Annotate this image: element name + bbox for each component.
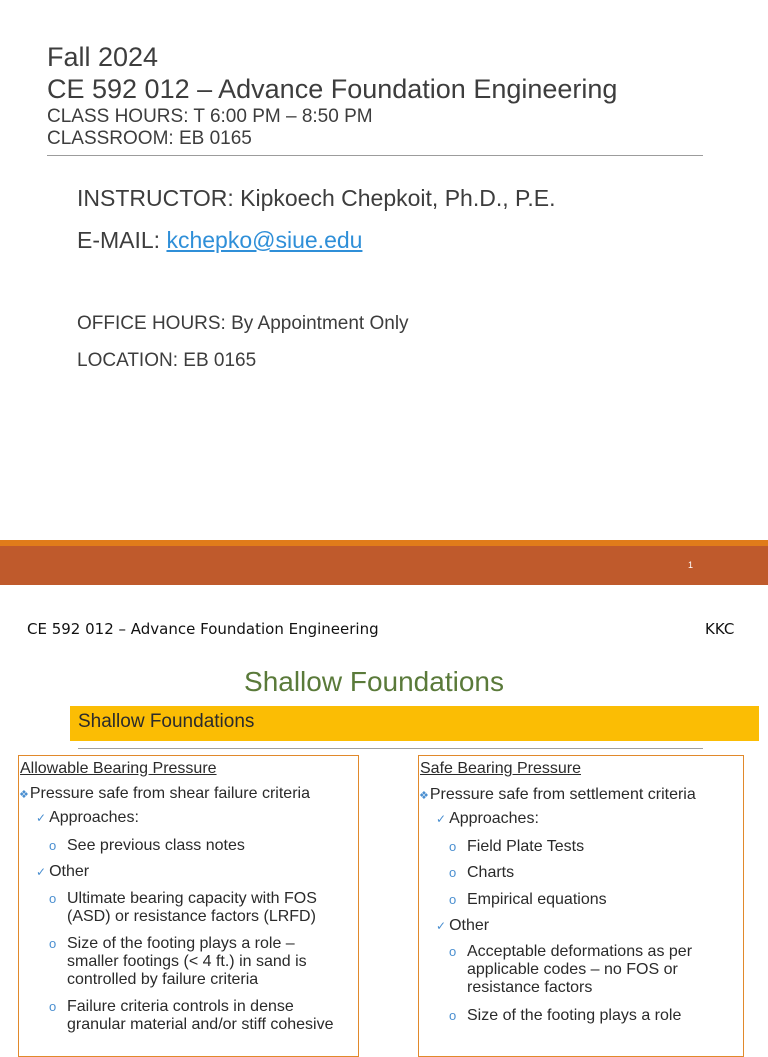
slide-title: Shallow Foundations [244,666,504,697]
list-item: o Ultimate bearing capacity with FOS (ASD) or resistance factors (LRFD) [49,890,317,925]
allowable-bearing-box [18,755,359,1057]
email-link[interactable]: kchepko@siue.edu [166,227,363,253]
circle-bullet-icon: o [449,1008,457,1023]
list-item: ✓ Other [36,863,90,880]
checkmark-icon: ✓ [36,865,47,879]
list-item: o Empirical equations [449,891,607,908]
term-heading: Fall 2024 [47,42,159,72]
list-item: ✓ Approaches: [436,810,539,827]
list-item: o Size of the footing plays a role – smaller footings (< 4 ft.) in sand is controlled by failure criteria [49,935,307,988]
safe-heading: Safe Bearing Pressure [420,760,581,777]
section-divider [78,748,703,749]
email-label: E-MAIL: [77,227,167,253]
list-item: o Acceptable deformations as per applicable codes – no FOS or resistance factors [449,943,693,996]
list-item: ❖Pressure safe from settlement criteria [419,786,696,803]
footer-bar [0,546,768,585]
page-header-course: CE 592 012 – Advance Foundation Engineering [27,620,379,638]
list-item: ❖Pressure safe from shear failure criteria [19,785,310,802]
header-divider [47,155,703,156]
email-line [77,226,362,254]
course-title: CE 592 012 – Advance Foundation Engineering [47,74,618,104]
list-item: o Charts [449,864,515,881]
circle-bullet-icon: o [49,936,57,951]
classroom: CLASSROOM: EB 0165 [47,128,252,149]
checkmark-icon: ✓ [436,812,447,826]
list-item: ✓ Other [436,917,490,934]
instructor-line: INSTRUCTOR: Kipkoech Chepkoit, Ph.D., P.E. [77,185,556,211]
circle-bullet-icon: o [49,999,57,1014]
list-item: o Size of the footing plays a role [449,1007,682,1024]
list-item: ✓ Approaches: [36,809,139,826]
circle-bullet-icon: o [449,865,457,880]
circle-bullet-icon: o [449,892,457,907]
list-item: o See previous class notes [49,837,245,854]
diamond-bullet-icon: ❖ [19,789,29,801]
allowable-heading: Allowable Bearing Pressure [20,760,217,777]
list-item: o Field Plate Tests [449,838,585,855]
checkmark-icon: ✓ [436,919,447,933]
office-hours: OFFICE HOURS: By Appointment Only [77,313,409,334]
circle-bullet-icon: o [49,891,57,906]
page-header-initials: KKC [705,620,735,638]
list-item: o Failure criteria controls in dense granular material and/or stiff cohesive [49,998,334,1033]
circle-bullet-icon: o [449,839,457,854]
office-location: LOCATION: EB 0165 [77,350,257,371]
class-hours: CLASS HOURS: T 6:00 PM – 8:50 PM [47,106,373,127]
circle-bullet-icon: o [449,944,457,959]
safe-bearing-box [418,755,744,1057]
section-band [70,706,759,741]
section-band-label: Shallow Foundations [78,711,255,732]
checkmark-icon: ✓ [36,811,47,825]
page-number: 1 [688,560,694,570]
circle-bullet-icon: o [49,838,57,853]
diamond-bullet-icon: ❖ [419,790,429,802]
